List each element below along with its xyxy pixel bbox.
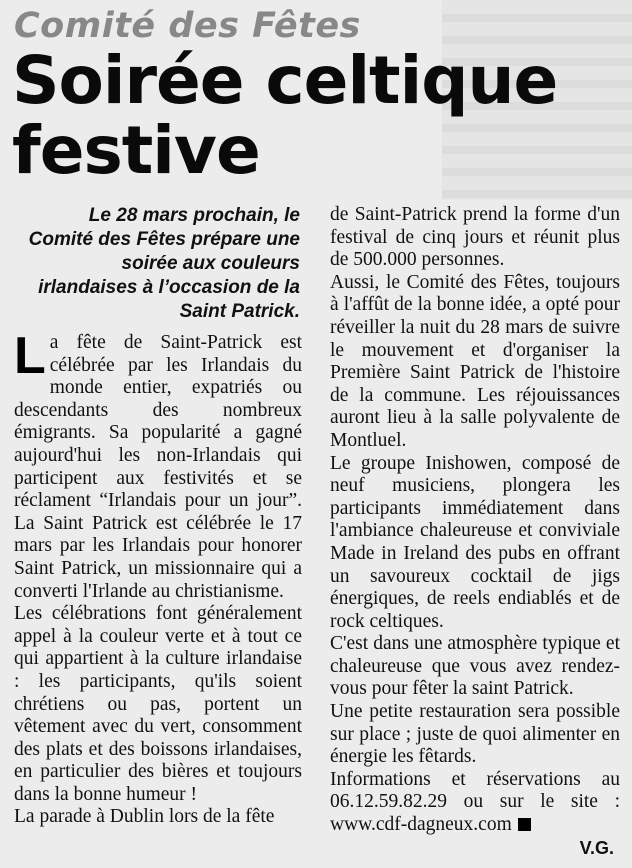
author-signature: V.G. <box>579 838 614 858</box>
drop-cap: L <box>14 327 46 385</box>
body-paragraph-3-start: La parade à Dublin lors de la fête <box>14 806 275 828</box>
section-kicker: Comité des Fêtes <box>14 6 361 46</box>
headline: Soirée celtique festive <box>12 42 558 189</box>
contact-info: Informations et réservations au 06.12.59.82.29 ou sur le site : www.cdf-dagneux.com <box>330 768 620 836</box>
body-paragraph-7: Une petite restauration sera possible sur place ; juste de quoi alimenter en énergie les fêtards. <box>330 701 620 768</box>
body-paragraph-1 <box>14 327 302 603</box>
body-column-right <box>330 204 620 837</box>
body-paragraph-4: Aussi, le Comité des Fêtes, toujours à l'affût de la bonne idée, a opté pour réveiller la nuit du 28 mars de suivre le mouvement et d'organiser la Première Saint Patrick de l'histoire de la commune. Les réjouissances auront lieu à la salle polyvalente de Montluel. <box>330 271 620 451</box>
body-column-left <box>14 327 302 829</box>
body-paragraph-2: Les célébrations font généralement appel à la couleur verte et à tout ce qui appartient à la culture irlandaise : les participants, qu'ils soient chrétiens ou pas, portent un vêtement avec du vert, consomment des plats et des boissons irlandaises, en particulier des bières et toujours dans la bonne humeur ! <box>14 603 302 805</box>
body-paragraph-8 <box>330 769 620 837</box>
body-paragraph-5: Le groupe Inishowen, composé de neuf musiciens, plongera les participants immédiatement dans l'ambiance chaleureuse et conviviale Made in Ireland des pubs en offrant un savoureux cocktail de jigs énergiques, de reels endiablés et de rock celtiques. <box>330 452 620 632</box>
paragraph-text: a fête de Saint-Patrick est célébrée par les Irlandais du monde entier, expatriés ou descendants des nombreux émigrants. Sa popularité a gagné aujourd'hui les non-Irlandais qui participent aux festivités et se réclament “Irlandais pour un jour”. La Saint Patrick est célébrée le 17 mars par les Irlandais pour honorer Saint Patrick, un missionnaire qui a converti l'Irlande au christianisme. <box>14 332 302 602</box>
body-paragraph-3-end: de Saint-Patrick prend la forme d'un festival de cinq jours et réunit plus de 500.000 personnes. <box>330 204 620 271</box>
body-paragraph-6: C'est dans une atmosphère typique et chaleureuse que vous avez rendez-vous pour fêter la saint Patrick. <box>330 633 620 700</box>
lead-paragraph: Le 28 mars prochain, le Comité des Fêtes prépare une soirée aux couleurs irlandaises à l’occasion de la Saint Patrick. <box>28 205 300 322</box>
end-square-icon <box>518 818 531 831</box>
